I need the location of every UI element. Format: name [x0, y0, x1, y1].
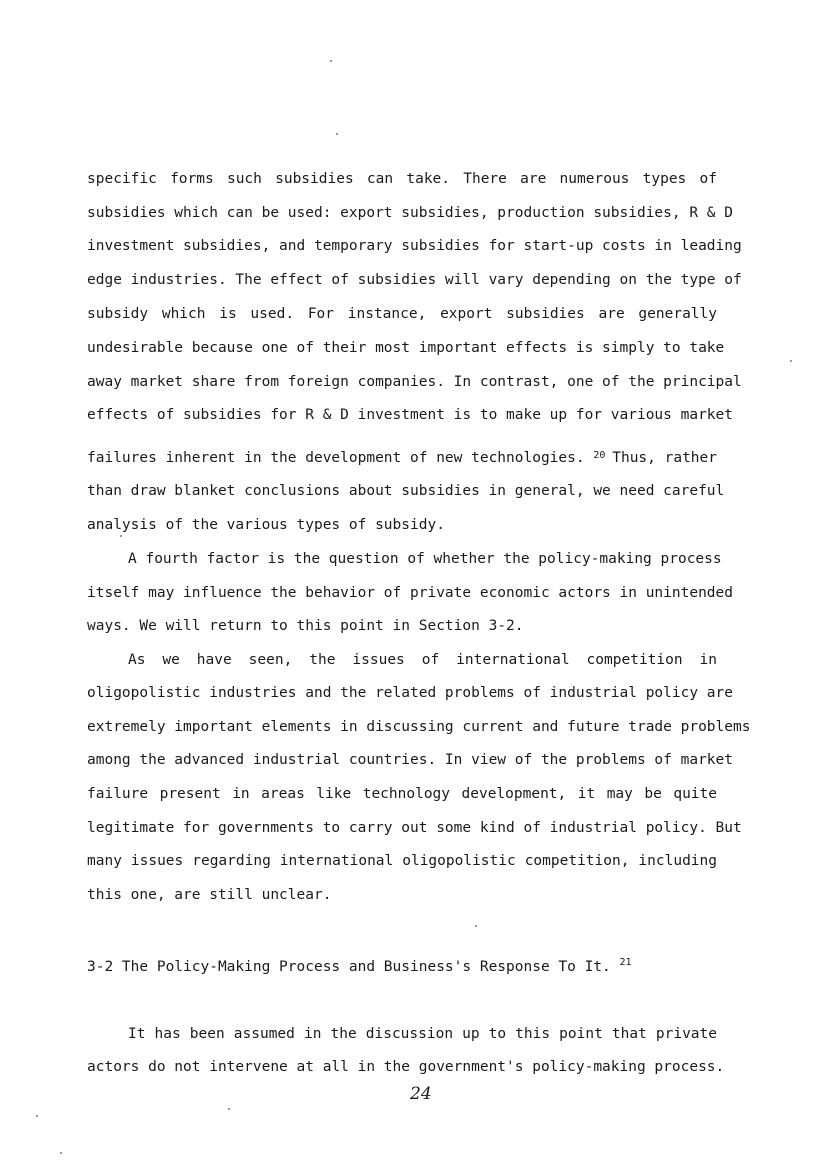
body-line: this one, are still unclear.	[87, 887, 332, 903]
body-line: As we have seen, the issues of international competition in	[128, 652, 717, 668]
footnote-marker-21: 21	[619, 957, 632, 968]
body-line: failure present in areas like technology development, it may be quite	[87, 786, 717, 802]
body-line: effects of subsidies for R & D investment is to make up for various market	[87, 407, 734, 423]
body-line: analysis of the various types of subsidy.	[87, 517, 445, 533]
scan-speck	[475, 925, 477, 927]
footnote-marker-20: 20	[593, 450, 606, 461]
body-line: A fourth factor is the question of whether the policy-making process	[128, 551, 722, 567]
page-number: 24	[410, 1084, 432, 1104]
body-line: among the advanced industrial countries. In view of the problems of market	[87, 752, 734, 768]
body-line: actors do not intervene at all in the government's policy-making process.	[87, 1059, 725, 1075]
body-line: ways. We will return to this point in Section 3-2.	[87, 618, 524, 634]
body-line: legitimate for governments to carry out some kind of industrial policy. But	[87, 820, 742, 836]
scan-speck	[60, 1152, 62, 1154]
body-line: extremely important elements in discussing current and future trade problems	[87, 719, 751, 735]
section-heading	[87, 958, 632, 978]
body-line: subsidies which can be used: export subsidies, production subsidies, R & D	[87, 205, 734, 221]
scan-speck	[120, 535, 122, 537]
body-line-tail: Thus, rather	[612, 450, 717, 466]
body-line: than draw blanket conclusions about subsidies in general, we need careful	[87, 483, 725, 499]
scan-speck	[336, 133, 338, 135]
body-line: specific forms such subsidies can take. There are numerous types of	[87, 171, 717, 187]
body-line-text: failures inherent in the development of new technologies.	[87, 450, 585, 466]
section-heading-text: 3-2 The Policy-Making Process and Business's Response To It.	[87, 959, 611, 975]
body-line: away market share from foreign companies. In contrast, one of the principal	[87, 374, 742, 390]
body-line: It has been assumed in the discussion up to this point that private	[128, 1026, 717, 1042]
scan-speck	[330, 60, 332, 62]
body-line: subsidy which is used. For instance, export subsidies are generally	[87, 306, 717, 322]
body-line: investment subsidies, and temporary subsidies for start-up costs in leading	[87, 238, 742, 254]
body-line-with-footnote	[87, 449, 717, 467]
scan-speck	[36, 1115, 38, 1117]
body-line: edge industries. The effect of subsidies will vary depending on the type of	[87, 272, 742, 288]
scan-speck	[228, 1108, 230, 1110]
body-line: oligopolistic industries and the related problems of industrial policy are	[87, 685, 734, 701]
body-line: undesirable because one of their most important effects is simply to take	[87, 340, 725, 356]
scan-speck	[790, 360, 792, 362]
body-line: itself may influence the behavior of private economic actors in unintended	[87, 585, 734, 601]
body-line: many issues regarding international oligopolistic competition, including	[87, 853, 717, 869]
